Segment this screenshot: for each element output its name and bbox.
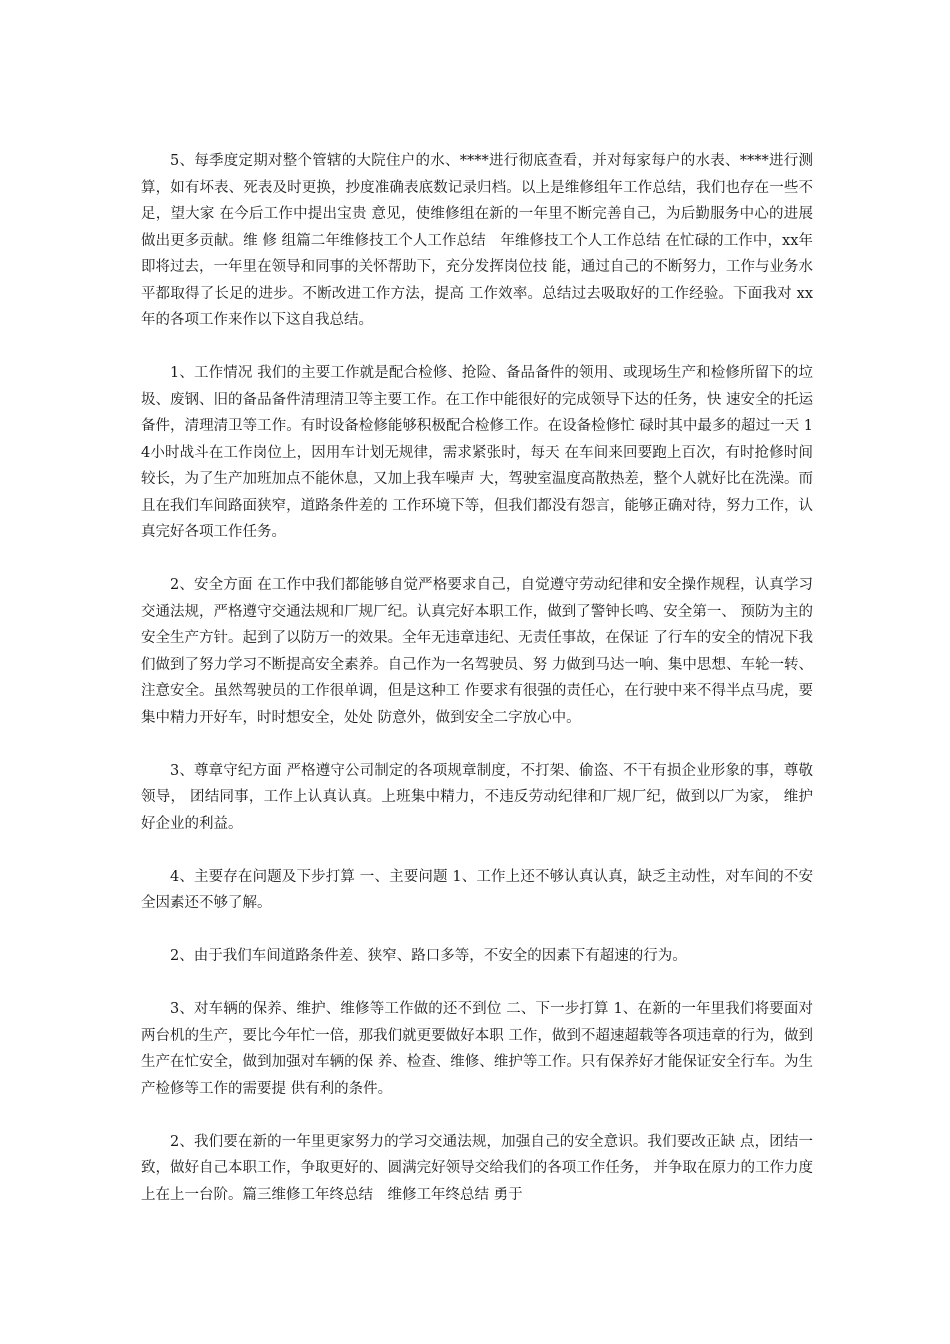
paragraph-5: 4、主要存在问题及下步打算 一、主要问题 1、工作上还不够认真认真，缺乏主动性，对车间的不安全因素还不够了解。: [141, 868, 813, 911]
paragraph-2: 1、工作情况 我们的主要工作就是配合检修、抢险、备品备件的领用、或现场生产和检修所留下的垃 圾、废钢、旧的备品备件清理清卫等主要工作。在工作中能很好的完成领导下达的任务，快 速安全的托运备件，清理清卫等工作。有时设备检修能够积极配合检修工作。在设备检修忙 碌时其中最多的超过一天 14小时战斗在工作岗位上，因用车计划无规律，需求紧张时，每天 在车间来回要跑上百次，有时抢修时间较长，为了生产加班加点不能休息，又加上我车噪声 大，驾驶室温度高散热差，整个人就好比在洗澡。而且在我们车间路面狭窄，道路条件差的 工作环境下等，但我们都没有怨言，能够正确对待，努力工作，认真完好各项工作任务。: [141, 365, 813, 540]
document-body: [141, 148, 813, 1235]
paragraph-6: 2、由于我们车间道路条件差、狭窄、路口多等，不安全的因素下有超速的行为。: [170, 948, 687, 964]
paragraph-3: 2、安全方面 在工作中我们都能够自觉严格要求自己，自觉遵守劳动纪律和安全操作规程，认真学习 交通法规，严格遵守交通法规和厂规厂纪。认真完好本职工作，做到了警钟长鸣、安全第一、 预防为主的安全生产方针。起到了以防万一的效果。全年无违章违纪、无责任事故，在保证 了行车的安全的情况下我们做到了努力学习不断提高安全素养。自己作为一名驾驶员、努 力做到马达一响、集中思想、车轮一转、注意安全。虽然驾驶员的工作很单调，但是这种工 作要求有很强的责任心，在行驶中来不得半点马虎，要集中精力开好车，时时想安全，处处 防意外，做到安全二字放心中。: [141, 577, 813, 726]
paragraph-4: 3、尊章守纪方面 严格遵守公司制定的各项规章制度，不打架、偷盗、不干有损企业形象的事，尊敬领导， 团结同事，工作上认真认真。上班集中精力，不违反劳动纪律和厂规厂纪，做到以厂为家， 维护好企业的利益。: [141, 762, 813, 832]
paragraph-8: 2、我们要在新的一年里更家努力的学习交通法规，加强自己的安全意识。我们要改正缺 点，团结一致，做好自己本职工作，争取更好的、圆满完好领导交给我们的各项工作任务， 并争取在原力的工作力度上在上一台阶。篇三维修工年终总结 维修工年终总结 勇于: [141, 1133, 813, 1203]
paragraph-1: 5、每季度定期对整个管辖的大院住户的水、****进行彻底查看，并对每家每户的水表、****进行测算，如有坏表、死表及时更换，抄度准确表底数记录归档。以上是维修组年工作总结，我们也存在一些不足，望大家 在今后工作中提出宝贵 意见，使维修组在新的一年里不断完善自己，为后勤服务中心的进展做出更多贡献。维 修 组篇二年维修技工个人工作总结 年维修技工个人工作总结 在忙碌的工作中，xx年即将过去，一年里在领导和同事的关怀帮助下，充分发挥岗位技 能，通过自己的不断努力，工作与业务水平都取得了长足的进步。不断改进工作方法，提高 工作效率。总结过去吸取好的工作经验。下面我对 xx年的各项工作来作以下这自我总结。: [141, 153, 813, 328]
paragraph-7: 3、对车辆的保养、维护、维修等工作做的还不到位 二、下一步打算 1、在新的一年里我们将要面对两台机的生产，要比今年忙一倍，那我们就更要做好本职 工作，做到不超速超载等各项违章的行为，做到生产在忙安全，做到加强对车辆的保 养、检查、维修、维护等工作。只有保养好才能保证安全行车。为生产检修等工作的需要提 供有利的条件。: [141, 1001, 813, 1097]
